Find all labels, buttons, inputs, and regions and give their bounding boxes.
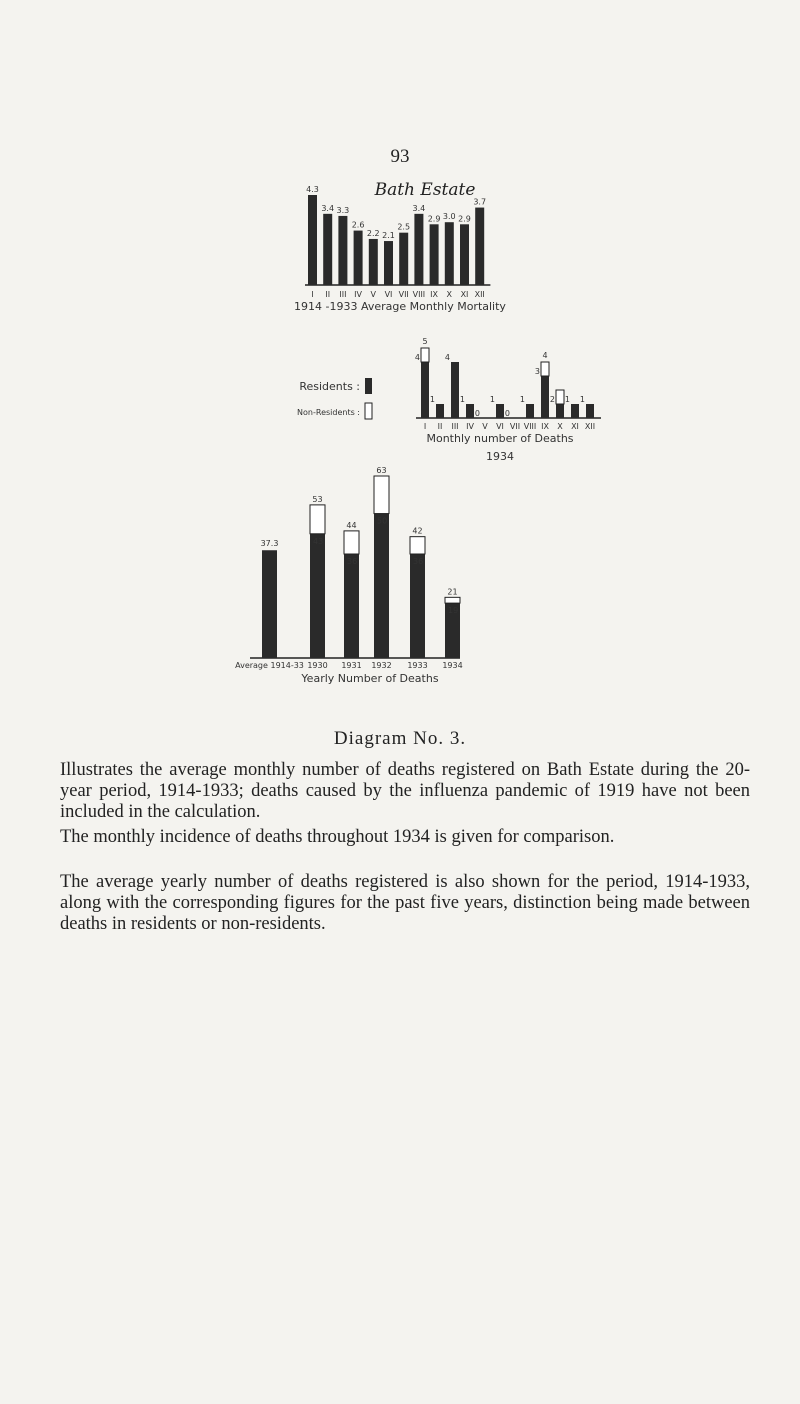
chart3-bar-residents [410, 554, 425, 658]
chart1-tick-label: IV [354, 290, 363, 299]
chart1-bar [430, 224, 439, 285]
chart1-bar [369, 239, 378, 285]
chart2-value-label: 4 [414, 353, 420, 362]
chart1-tick-label: XII [474, 290, 485, 299]
chart1-value-label: 2.9 [427, 214, 441, 224]
page-number: 93 [390, 146, 410, 167]
chart2-value-label: 3 [534, 367, 540, 376]
chart2-value-label: 1 [519, 395, 525, 404]
chart2-tick-label: XI [571, 422, 579, 431]
chart1-value-label: 2.9 [458, 214, 471, 224]
chart2-value-label: 0 [504, 409, 510, 418]
chart2-tick-label: X [557, 422, 563, 431]
chart2-value-label: 0 [474, 409, 480, 418]
chart3-bar-residents [374, 514, 389, 658]
chart1-value-label: 3.7 [473, 197, 487, 207]
chart2-tick-label: VII [509, 422, 521, 431]
chart3-value-label: 19 [448, 606, 459, 616]
chart2-bar-residents [541, 376, 549, 418]
chart2-tick-label: IX [541, 422, 549, 431]
chart1-bar [399, 233, 408, 285]
chart1-value-label: 2.6 [351, 220, 365, 230]
chart2-value-label: 1 [564, 395, 570, 404]
chart2-subtitle: 1934 [486, 450, 514, 463]
chart1-value-label: 2.1 [382, 231, 395, 241]
chart1-bar [460, 224, 469, 285]
chart3-bar-non-residents [374, 476, 389, 514]
chart2-tick-label: II [437, 422, 443, 431]
chart2-bar-non-residents [556, 390, 564, 404]
chart2-bar-residents [526, 404, 534, 418]
chart2-tick-label: VI [496, 422, 504, 431]
chart3-total-label: 42 [412, 526, 423, 536]
chart2-total-label: 5 [422, 337, 428, 346]
chart3-tick-label: 1930 [307, 661, 328, 670]
chart3-bar-residents [344, 554, 359, 658]
chart2-bar-residents [451, 362, 459, 418]
chart2-bar-residents [586, 404, 594, 418]
chart1-tick-label: IX [430, 290, 439, 299]
chart2-bar-residents [421, 362, 429, 418]
chart3-bar-residents [262, 550, 277, 658]
chart2-bar-residents [556, 404, 564, 418]
chart2-tick-label: IV [466, 422, 474, 431]
chart1-value-label: 3.3 [336, 205, 350, 215]
chart3-value-label: 37.3 [260, 539, 279, 549]
chart3-value-label: 43 [313, 536, 324, 546]
chart1-tick-label: VII [398, 290, 409, 299]
chart3-total-label: 21 [447, 587, 458, 597]
chart3-total-label: 63 [376, 466, 387, 475]
chart1-tick-label: V [370, 290, 377, 299]
chart1-tick-label: VIII [412, 290, 426, 299]
chart1-bar [384, 241, 393, 285]
chart2-value-label: 2 [549, 395, 555, 404]
legend-swatch-non-residents [365, 403, 372, 419]
chart3-bar-non-residents [445, 597, 460, 603]
chart1-bar [323, 214, 332, 285]
chart3-total-label: 53 [312, 494, 323, 504]
chart3-tick-label: Average 1914-33 [235, 661, 304, 670]
chart2-bar-non-residents [541, 362, 549, 376]
chart3-bar-non-residents [344, 531, 359, 554]
chart2-tick-label: VIII [523, 422, 537, 431]
chart2-tick-label: III [451, 422, 459, 431]
chart3-bar-non-residents [310, 505, 325, 534]
chart1-value-label: 3.4 [412, 203, 426, 213]
paragraph-1: Illustrates the average monthly number of deaths registered on Bath Estate during the 20-year period, 1914-1933; deaths caused by the influenza pandemic of 1919 have not been included in the calculation. [60, 760, 750, 822]
chart1-tick-label: VI [384, 290, 393, 299]
chart1-value-label: 4.3 [306, 185, 319, 194]
chart1-tick-label: XI [460, 290, 469, 299]
chart2-tick-label: I [423, 422, 427, 431]
chart1-value-label: 3.4 [321, 203, 335, 213]
chart3-tick-label: 1931 [341, 661, 362, 670]
chart2-total-label: 4 [542, 351, 548, 360]
chart1-bar [414, 214, 423, 285]
chart-title: Bath Estate [374, 180, 476, 200]
chart2-xlabel: Monthly number of Deaths [426, 432, 574, 445]
paragraph-2: The monthly incidence of deaths throughout 1934 is given for comparison. [60, 827, 615, 847]
chart1-value-label: 3.0 [442, 212, 456, 222]
chart1-bar [475, 208, 484, 285]
legend-label-non-residents: Non-Residents : [297, 408, 360, 417]
chart1-tick-label: X [446, 290, 453, 299]
chart3-tick-label: 1933 [407, 661, 428, 670]
chart2-value-label: 4 [444, 353, 450, 362]
legend-label-residents: Residents : [299, 380, 360, 393]
chart2-value-label: 1 [429, 395, 435, 404]
chart2-bar-residents [571, 404, 579, 418]
chart3-bar-residents [310, 534, 325, 658]
paragraph-3: The average yearly number of deaths registered is also shown for the period, 1914-1933, along with the corresponding figures for the past five years, distinction being made between deaths in residents or non-residents. [60, 872, 750, 934]
chart2-bar-non-residents [421, 348, 429, 362]
legend-swatch-residents [365, 378, 372, 394]
chart1-value-label: 2.2 [366, 228, 380, 238]
chart3-tick-label: 1932 [371, 661, 392, 670]
chart1-bar [354, 231, 363, 285]
chart2-value-label: 1 [579, 395, 585, 404]
chart3-total-label: 44 [346, 520, 357, 530]
chart2-bar-residents [496, 404, 504, 418]
chart1-bar [308, 195, 317, 285]
diagram-caption: Diagram No. 3. [333, 728, 467, 749]
chart1-bar [338, 216, 347, 285]
chart1-tick-label: III [339, 290, 347, 299]
chart2-bar-residents [436, 404, 444, 418]
chart2-tick-label: XII [584, 422, 596, 431]
chart2-value-label: 1 [459, 395, 465, 404]
chart1-tick-label: II [325, 290, 331, 299]
chart2-bar-residents [466, 404, 474, 418]
chart2-value-label: 1 [489, 395, 495, 404]
chart1-value-label: 2.5 [397, 222, 411, 232]
chart3-value-label: 36 [413, 557, 424, 566]
chart3-bar-non-residents [410, 537, 425, 554]
chart2-tick-label: V [482, 422, 488, 431]
chart3-value-label: 50 [377, 516, 388, 526]
chart3-xlabel: Yearly Number of Deaths [301, 672, 439, 685]
chart1-xlabel: 1914 -1933 Average Monthly Mortality [294, 300, 506, 313]
chart1-bar [445, 222, 454, 285]
chart3-tick-label: 1934 [442, 661, 463, 670]
chart1-tick-label: I [311, 290, 314, 299]
chart3-value-label: 36 [347, 557, 358, 566]
